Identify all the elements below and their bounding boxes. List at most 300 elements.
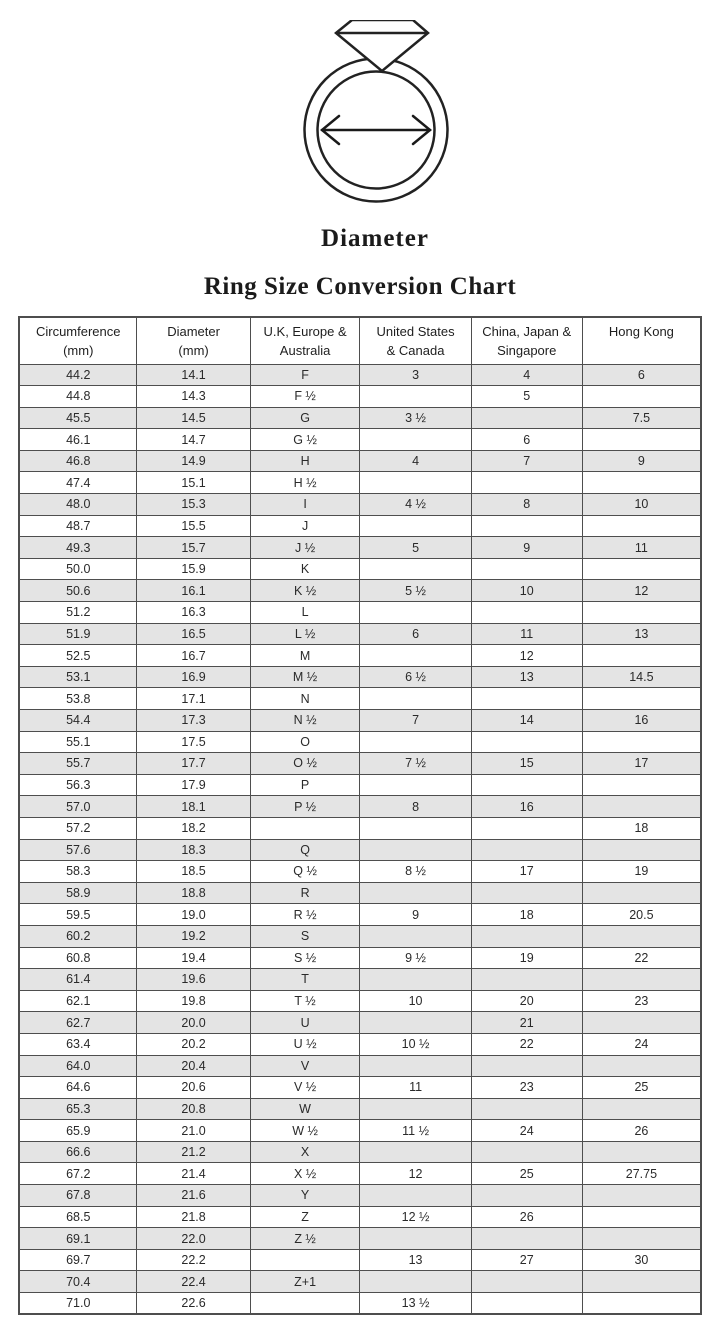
table-cell bbox=[582, 1098, 701, 1120]
table-cell: 4 bbox=[471, 364, 582, 386]
table-cell: 54.4 bbox=[19, 710, 137, 732]
table-cell: T ½ bbox=[250, 990, 360, 1012]
table-cell: 21.0 bbox=[137, 1120, 250, 1142]
table-cell: 58.9 bbox=[19, 882, 137, 904]
table-cell: 56.3 bbox=[19, 774, 137, 796]
table-cell bbox=[471, 515, 582, 537]
table-cell: 13 bbox=[360, 1249, 471, 1271]
table-cell: 47.4 bbox=[19, 472, 137, 494]
column-header-circumference bbox=[19, 317, 137, 364]
table-cell: 20.2 bbox=[137, 1033, 250, 1055]
diameter-caption: Diameter bbox=[321, 225, 429, 252]
table-row bbox=[19, 429, 701, 451]
table-cell: 44.2 bbox=[19, 364, 137, 386]
table-cell: 20.6 bbox=[137, 1077, 250, 1099]
table-cell bbox=[250, 817, 360, 839]
table-row bbox=[19, 386, 701, 408]
table-row bbox=[19, 1271, 701, 1293]
table-cell bbox=[360, 839, 471, 861]
table-cell: 20.0 bbox=[137, 1012, 250, 1034]
table-cell: 9 ½ bbox=[360, 947, 471, 969]
table-cell: 19.2 bbox=[137, 925, 250, 947]
ring-size-table bbox=[18, 316, 702, 1315]
table-cell: 57.0 bbox=[19, 796, 137, 818]
table-cell: 9 bbox=[471, 537, 582, 559]
table-cell: R ½ bbox=[250, 904, 360, 926]
table-cell: F ½ bbox=[250, 386, 360, 408]
table-cell: 11 bbox=[471, 623, 582, 645]
table-cell: W bbox=[250, 1098, 360, 1120]
table-cell: K ½ bbox=[250, 580, 360, 602]
table-row bbox=[19, 472, 701, 494]
table-cell: 27 bbox=[471, 1249, 582, 1271]
table-cell: 23 bbox=[582, 990, 701, 1012]
table-cell bbox=[582, 515, 701, 537]
table-cell: M bbox=[250, 645, 360, 667]
table-cell: Z ½ bbox=[250, 1228, 360, 1250]
table-cell: 11 bbox=[360, 1077, 471, 1099]
table-cell: 25 bbox=[582, 1077, 701, 1099]
table-cell bbox=[582, 839, 701, 861]
table-cell: 51.9 bbox=[19, 623, 137, 645]
table-cell bbox=[471, 1271, 582, 1293]
table-row bbox=[19, 861, 701, 883]
table-cell: 4 bbox=[360, 450, 471, 472]
table-row bbox=[19, 882, 701, 904]
table-cell: 52.5 bbox=[19, 645, 137, 667]
table-cell: U ½ bbox=[250, 1033, 360, 1055]
table-cell: 68.5 bbox=[19, 1206, 137, 1228]
table-cell: 10 ½ bbox=[360, 1033, 471, 1055]
table-cell: 17.7 bbox=[137, 753, 250, 775]
table-cell: F bbox=[250, 364, 360, 386]
table-cell: O bbox=[250, 731, 360, 753]
table-cell: 48.0 bbox=[19, 494, 137, 516]
table-cell bbox=[471, 688, 582, 710]
table-cell bbox=[582, 1012, 701, 1034]
table-cell: 63.4 bbox=[19, 1033, 137, 1055]
table-cell: 15.3 bbox=[137, 494, 250, 516]
table-cell: 60.8 bbox=[19, 947, 137, 969]
table-cell: K bbox=[250, 558, 360, 580]
table-cell bbox=[360, 1141, 471, 1163]
header-line: (mm) bbox=[178, 342, 209, 358]
table-cell bbox=[582, 1055, 701, 1077]
table-cell: 5 bbox=[471, 386, 582, 408]
table-cell: 15.9 bbox=[137, 558, 250, 580]
table-cell bbox=[582, 1206, 701, 1228]
table-cell: 4 ½ bbox=[360, 494, 471, 516]
table-cell: 45.5 bbox=[19, 407, 137, 429]
table-cell bbox=[360, 1228, 471, 1250]
table-cell bbox=[360, 882, 471, 904]
table-cell: Z bbox=[250, 1206, 360, 1228]
table-cell bbox=[471, 1055, 582, 1077]
header-line: U.K, Europe & bbox=[263, 324, 347, 339]
table-cell bbox=[582, 1293, 701, 1315]
table-cell bbox=[582, 472, 701, 494]
table-cell: 55.7 bbox=[19, 753, 137, 775]
table-cell: 22 bbox=[471, 1033, 582, 1055]
table-cell: 16.5 bbox=[137, 623, 250, 645]
table-cell: 10 bbox=[360, 990, 471, 1012]
table-cell: 64.6 bbox=[19, 1077, 137, 1099]
table-row bbox=[19, 1141, 701, 1163]
table-cell bbox=[582, 688, 701, 710]
table-cell: 48.7 bbox=[19, 515, 137, 537]
table-cell bbox=[582, 558, 701, 580]
table-cell: V ½ bbox=[250, 1077, 360, 1099]
table-cell: 53.8 bbox=[19, 688, 137, 710]
table-row bbox=[19, 407, 701, 429]
table-row bbox=[19, 1077, 701, 1099]
table-row bbox=[19, 947, 701, 969]
table-cell bbox=[360, 515, 471, 537]
table-cell bbox=[471, 407, 582, 429]
table-row bbox=[19, 1228, 701, 1250]
table-cell: 13 ½ bbox=[360, 1293, 471, 1315]
table-cell bbox=[471, 602, 582, 624]
table-cell: 61.4 bbox=[19, 969, 137, 991]
table-cell: Q ½ bbox=[250, 861, 360, 883]
table-cell bbox=[471, 1185, 582, 1207]
table-cell bbox=[250, 1293, 360, 1315]
table-cell: 14 bbox=[471, 710, 582, 732]
header-line: (mm) bbox=[63, 342, 94, 358]
table-cell: 18.1 bbox=[137, 796, 250, 818]
table-cell: 67.2 bbox=[19, 1163, 137, 1185]
table-cell: R bbox=[250, 882, 360, 904]
table-row bbox=[19, 1206, 701, 1228]
table-cell: T bbox=[250, 969, 360, 991]
table-cell: H ½ bbox=[250, 472, 360, 494]
table-row bbox=[19, 1120, 701, 1142]
table-row bbox=[19, 774, 701, 796]
table-cell bbox=[360, 1271, 471, 1293]
table-cell: 12 bbox=[360, 1163, 471, 1185]
table-cell: 50.6 bbox=[19, 580, 137, 602]
table-row bbox=[19, 450, 701, 472]
table-cell: 22.2 bbox=[137, 1249, 250, 1271]
page-title: Ring Size Conversion Chart bbox=[203, 273, 517, 300]
table-row bbox=[19, 1249, 701, 1271]
table-row bbox=[19, 817, 701, 839]
table-cell: 21.4 bbox=[137, 1163, 250, 1185]
table-cell: 22.6 bbox=[137, 1293, 250, 1315]
table-cell bbox=[582, 796, 701, 818]
table-cell: 16 bbox=[471, 796, 582, 818]
table-row bbox=[19, 364, 701, 386]
table-cell: 57.6 bbox=[19, 839, 137, 861]
table-row bbox=[19, 925, 701, 947]
table-cell: 21.2 bbox=[137, 1141, 250, 1163]
table-cell: 14.3 bbox=[137, 386, 250, 408]
table-cell: 15 bbox=[471, 753, 582, 775]
table-cell: 25 bbox=[471, 1163, 582, 1185]
table-cell bbox=[471, 839, 582, 861]
table-cell bbox=[582, 1271, 701, 1293]
table-cell: N bbox=[250, 688, 360, 710]
table-cell: 18 bbox=[471, 904, 582, 926]
table-cell: 12 bbox=[582, 580, 701, 602]
table-cell: L bbox=[250, 602, 360, 624]
column-header-china-japan-singapore bbox=[471, 317, 582, 364]
table-cell: X bbox=[250, 1141, 360, 1163]
header-line: & Canada bbox=[386, 342, 445, 358]
table-cell: 8 bbox=[360, 796, 471, 818]
table-cell: 7.5 bbox=[582, 407, 701, 429]
table-cell: 16.9 bbox=[137, 666, 250, 688]
table-cell: 30 bbox=[582, 1249, 701, 1271]
table-row bbox=[19, 1055, 701, 1077]
table-cell: 12 ½ bbox=[360, 1206, 471, 1228]
table-cell: 9 bbox=[582, 450, 701, 472]
table-row bbox=[19, 969, 701, 991]
table-cell bbox=[360, 925, 471, 947]
table-cell: 27.75 bbox=[582, 1163, 701, 1185]
table-cell: S ½ bbox=[250, 947, 360, 969]
table-cell: 60.2 bbox=[19, 925, 137, 947]
table-cell: 62.7 bbox=[19, 1012, 137, 1034]
table-cell: W ½ bbox=[250, 1120, 360, 1142]
table-cell: 21.6 bbox=[137, 1185, 250, 1207]
table-cell: X ½ bbox=[250, 1163, 360, 1185]
table-cell: S bbox=[250, 925, 360, 947]
table-cell bbox=[582, 602, 701, 624]
table-cell bbox=[471, 1141, 582, 1163]
table-cell bbox=[471, 925, 582, 947]
table-row bbox=[19, 537, 701, 559]
table-cell: 53.1 bbox=[19, 666, 137, 688]
table-row bbox=[19, 558, 701, 580]
table-row bbox=[19, 623, 701, 645]
table-cell: 6 bbox=[360, 623, 471, 645]
table-cell bbox=[471, 558, 582, 580]
table-cell: 13 bbox=[582, 623, 701, 645]
table-cell: V bbox=[250, 1055, 360, 1077]
table-cell: N ½ bbox=[250, 710, 360, 732]
table-cell: P ½ bbox=[250, 796, 360, 818]
table-cell: 14.5 bbox=[137, 407, 250, 429]
table-cell: 70.4 bbox=[19, 1271, 137, 1293]
table-row bbox=[19, 580, 701, 602]
table-cell bbox=[360, 774, 471, 796]
table-cell: 15.1 bbox=[137, 472, 250, 494]
table-cell: 5 ½ bbox=[360, 580, 471, 602]
table-row bbox=[19, 645, 701, 667]
table-cell bbox=[471, 1293, 582, 1315]
table-cell: 26 bbox=[582, 1120, 701, 1142]
table-cell bbox=[582, 645, 701, 667]
table-cell: 65.3 bbox=[19, 1098, 137, 1120]
table-cell: U bbox=[250, 1012, 360, 1034]
table-cell: 7 bbox=[360, 710, 471, 732]
table-cell: 19.4 bbox=[137, 947, 250, 969]
table-cell bbox=[250, 1249, 360, 1271]
table-cell: 24 bbox=[582, 1033, 701, 1055]
table-cell: M ½ bbox=[250, 666, 360, 688]
table-cell: 19.8 bbox=[137, 990, 250, 1012]
header-line: Australia bbox=[279, 342, 331, 358]
table-cell: 20 bbox=[471, 990, 582, 1012]
table-cell: 19.0 bbox=[137, 904, 250, 926]
table-cell: 16.7 bbox=[137, 645, 250, 667]
table-cell: 57.2 bbox=[19, 817, 137, 839]
table-cell: 19 bbox=[471, 947, 582, 969]
table-cell: 5 bbox=[360, 537, 471, 559]
table-cell: 14.1 bbox=[137, 364, 250, 386]
table-cell: 14.9 bbox=[137, 450, 250, 472]
table-cell: 20.4 bbox=[137, 1055, 250, 1077]
table-cell: 17 bbox=[471, 861, 582, 883]
table-cell bbox=[360, 558, 471, 580]
column-header-hong-kong bbox=[582, 317, 701, 364]
table-cell bbox=[360, 1098, 471, 1120]
table-cell: H bbox=[250, 450, 360, 472]
table-cell: L ½ bbox=[250, 623, 360, 645]
table-cell: 8 bbox=[471, 494, 582, 516]
table-cell: 21 bbox=[471, 1012, 582, 1034]
table-cell: 6 bbox=[471, 429, 582, 451]
table-cell bbox=[582, 774, 701, 796]
table-cell: 3 ½ bbox=[360, 407, 471, 429]
table-cell: 59.5 bbox=[19, 904, 137, 926]
table-cell: 22.4 bbox=[137, 1271, 250, 1293]
table-cell: 13 bbox=[471, 666, 582, 688]
table-cell: 20.5 bbox=[582, 904, 701, 926]
table-cell bbox=[360, 386, 471, 408]
table-cell: 66.6 bbox=[19, 1141, 137, 1163]
table-cell: 46.8 bbox=[19, 450, 137, 472]
header-line: China, Japan & bbox=[482, 324, 572, 339]
table-cell: G ½ bbox=[250, 429, 360, 451]
table-cell: 17.1 bbox=[137, 688, 250, 710]
table-cell: 15.7 bbox=[137, 537, 250, 559]
table-cell bbox=[360, 1055, 471, 1077]
table-cell: 16 bbox=[582, 710, 701, 732]
table-cell bbox=[360, 969, 471, 991]
table-cell: 20.8 bbox=[137, 1098, 250, 1120]
table-cell: 7 bbox=[471, 450, 582, 472]
table-cell: 17.3 bbox=[137, 710, 250, 732]
column-header-diameter bbox=[137, 317, 250, 364]
table-row bbox=[19, 1163, 701, 1185]
table-cell bbox=[360, 1185, 471, 1207]
table-cell bbox=[360, 817, 471, 839]
table-cell: 7 ½ bbox=[360, 753, 471, 775]
table-row bbox=[19, 515, 701, 537]
table-cell bbox=[582, 429, 701, 451]
table-cell bbox=[582, 1228, 701, 1250]
table-row bbox=[19, 796, 701, 818]
ring-size-table-container bbox=[18, 316, 702, 1315]
table-row bbox=[19, 839, 701, 861]
table-cell bbox=[471, 969, 582, 991]
table-cell bbox=[360, 429, 471, 451]
table-cell: 46.1 bbox=[19, 429, 137, 451]
table-cell: 55.1 bbox=[19, 731, 137, 753]
ring-icon bbox=[301, 20, 451, 205]
table-cell: 19 bbox=[582, 861, 701, 883]
table-cell: 62.1 bbox=[19, 990, 137, 1012]
table-cell: 51.2 bbox=[19, 602, 137, 624]
diameter-arrow bbox=[322, 116, 430, 144]
header-line: Singapore bbox=[497, 342, 557, 358]
table-cell: 44.8 bbox=[19, 386, 137, 408]
table-cell: 24 bbox=[471, 1120, 582, 1142]
table-row bbox=[19, 904, 701, 926]
table-cell: O ½ bbox=[250, 753, 360, 775]
table-cell: 26 bbox=[471, 1206, 582, 1228]
header-line: Circumference bbox=[35, 324, 121, 339]
table-row bbox=[19, 494, 701, 516]
table-cell: 69.1 bbox=[19, 1228, 137, 1250]
table-cell: 64.0 bbox=[19, 1055, 137, 1077]
table-cell bbox=[582, 731, 701, 753]
table-cell: 12 bbox=[471, 645, 582, 667]
table-cell: 22 bbox=[582, 947, 701, 969]
table-row bbox=[19, 731, 701, 753]
table-cell bbox=[471, 1098, 582, 1120]
table-cell bbox=[471, 882, 582, 904]
table-cell: 6 ½ bbox=[360, 666, 471, 688]
table-cell: 21.8 bbox=[137, 1206, 250, 1228]
table-cell: 65.9 bbox=[19, 1120, 137, 1142]
table-cell: 17 bbox=[582, 753, 701, 775]
table-cell: 49.3 bbox=[19, 537, 137, 559]
table-cell bbox=[360, 731, 471, 753]
table-cell bbox=[582, 969, 701, 991]
table-cell bbox=[582, 925, 701, 947]
table-cell bbox=[471, 817, 582, 839]
table-cell: 18.3 bbox=[137, 839, 250, 861]
table-cell: 18.5 bbox=[137, 861, 250, 883]
table-cell: 10 bbox=[471, 580, 582, 602]
table-cell bbox=[360, 1012, 471, 1034]
table-cell bbox=[582, 882, 701, 904]
table-cell: 18.2 bbox=[137, 817, 250, 839]
table-cell: 11 bbox=[582, 537, 701, 559]
table-cell: 14.5 bbox=[582, 666, 701, 688]
table-cell bbox=[582, 386, 701, 408]
table-cell: 18 bbox=[582, 817, 701, 839]
table-cell: 11 ½ bbox=[360, 1120, 471, 1142]
table-cell: 22.0 bbox=[137, 1228, 250, 1250]
table-cell: 6 bbox=[582, 364, 701, 386]
table-cell bbox=[360, 645, 471, 667]
table-cell: 23 bbox=[471, 1077, 582, 1099]
table-header bbox=[19, 317, 701, 364]
table-row bbox=[19, 710, 701, 732]
table-cell bbox=[360, 688, 471, 710]
table-row bbox=[19, 1033, 701, 1055]
table-cell: Y bbox=[250, 1185, 360, 1207]
header-line: Diameter bbox=[167, 324, 220, 339]
table-cell bbox=[360, 602, 471, 624]
table-cell: 67.8 bbox=[19, 1185, 137, 1207]
table-row bbox=[19, 666, 701, 688]
header-line: Hong Kong bbox=[608, 324, 674, 339]
table-cell bbox=[471, 472, 582, 494]
column-header-uk-europe-australia bbox=[250, 317, 360, 364]
table-cell bbox=[471, 731, 582, 753]
table-cell: 18.8 bbox=[137, 882, 250, 904]
table-cell: 9 bbox=[360, 904, 471, 926]
table-cell: J bbox=[250, 515, 360, 537]
table-cell: 69.7 bbox=[19, 1249, 137, 1271]
table-cell: 10 bbox=[582, 494, 701, 516]
table-cell: 17.9 bbox=[137, 774, 250, 796]
